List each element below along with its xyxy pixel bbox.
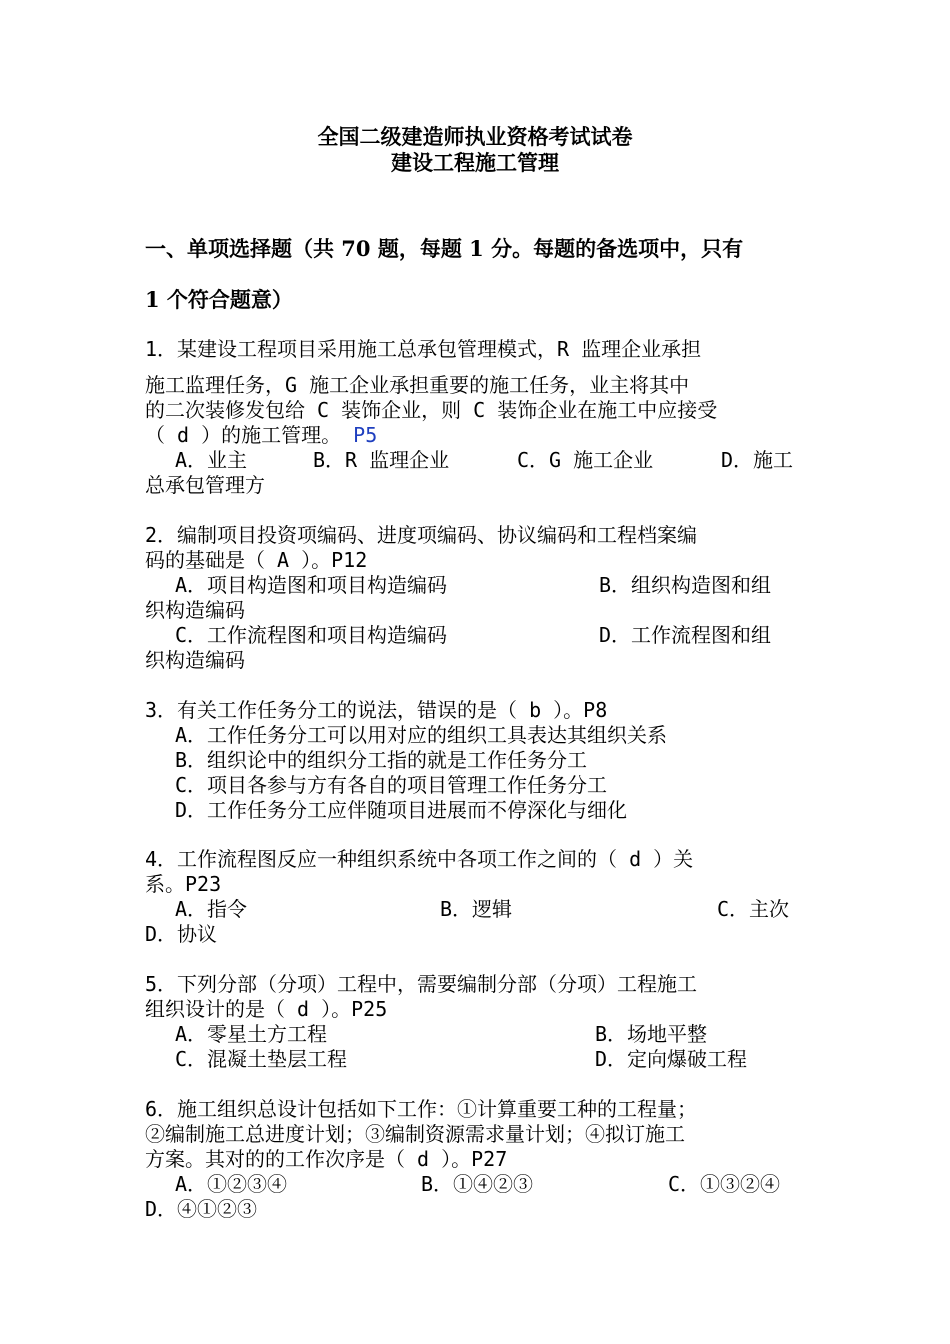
option-a: A．零星土方工程 <box>175 1022 328 1046</box>
document-subtitle: 建设工程施工管理 <box>391 150 559 175</box>
question-4-text: 系。P23 <box>145 872 222 896</box>
question-1-text: 的二次装修发包给 C 装饰企业，则 C 装饰企业在施工中应接受 <box>145 398 718 422</box>
option-a: A．①②③④ <box>175 1172 288 1196</box>
option-d: D．工作任务分工应伴随项目进展而不停深化与细化 <box>175 798 628 822</box>
question-5-text: 5．下列分部（分项）工程中，需要编制分部（分项）工程施工 <box>145 972 698 996</box>
option-b: B．R 监理企业 <box>313 448 450 472</box>
question-6-text: 方案。其对的的工作次序是（ d ）。P27 <box>145 1147 508 1171</box>
option-a: A．项目构造图和项目构造编码 <box>175 573 448 597</box>
option-b: B．组织论中的组织分工指的就是工作任务分工 <box>175 748 588 772</box>
question-4-text: 4．工作流程图反应一种组织系统中各项工作之间的（ d ）关 <box>145 847 694 871</box>
option-b-cont: 织构造编码 <box>145 598 245 622</box>
question-1-stem-end: （ d ）的施工管理。 <box>145 423 354 447</box>
option-c: C．工作流程图和项目构造编码 <box>175 623 448 647</box>
question-1-text: 施工监理任务，G 施工企业承担重要的施工任务，业主将其中 <box>145 373 690 397</box>
option-a: A．指令 <box>175 897 248 921</box>
question-1-text <box>145 423 810 448</box>
question-3-text: 3．有关工作任务分工的说法，错误的是（ b ）。P8 <box>145 698 608 722</box>
section-heading-cont: 1 个符合题意） <box>145 287 293 312</box>
option-a: A．工作任务分工可以用对应的组织工具表达其组织关系 <box>175 723 668 747</box>
option-c: C．主次 <box>717 897 790 921</box>
option-d-cont: 总承包管理方 <box>145 473 265 497</box>
question-2-text: 2．编制项目投资项编码、进度项编码、协议编码和工程档案编 <box>145 523 698 547</box>
question-6-text: ②编制施工总进度计划；③编制资源需求量计划；④拟订施工 <box>145 1122 685 1146</box>
document-title: 全国二级建造师执业资格考试试卷 <box>317 124 633 149</box>
option-d: D．工作流程图和组 <box>599 623 772 647</box>
option-c: C．G 施工企业 <box>517 448 654 472</box>
section-heading: 一、单项选择题（共 70 题，每题 1 分。每题的备选项中，只有 <box>145 236 744 261</box>
option-a: A．业主 <box>175 448 248 472</box>
option-d-cont: 织构造编码 <box>145 648 245 672</box>
option-b: B．场地平整 <box>595 1022 708 1046</box>
option-b: B．①④②③ <box>421 1172 534 1196</box>
question-5-text: 组织设计的是（ d ）。P25 <box>145 997 388 1021</box>
option-d: D．施工 <box>721 448 794 472</box>
option-d: D．定向爆破工程 <box>595 1047 748 1071</box>
question-6-text: 6．施工组织总设计包括如下工作：①计算重要工种的工程量； <box>145 1097 698 1121</box>
option-c: C．①③②④ <box>668 1172 781 1196</box>
option-b: B．逻辑 <box>440 897 513 921</box>
option-d: D．④①②③ <box>145 1197 258 1221</box>
question-2-text: 码的基础是（ A ）。P12 <box>145 548 368 572</box>
option-c: C．混凝土垫层工程 <box>175 1047 348 1071</box>
option-b: B．组织构造图和组 <box>599 573 772 597</box>
option-d: D．协议 <box>145 922 218 946</box>
question-1-text: 1．某建设工程项目采用施工总承包管理模式，R 监理企业承担 <box>145 337 702 361</box>
page-reference: P5 <box>353 423 378 447</box>
option-c: C．项目各参与方有各自的项目管理工作任务分工 <box>175 773 608 797</box>
